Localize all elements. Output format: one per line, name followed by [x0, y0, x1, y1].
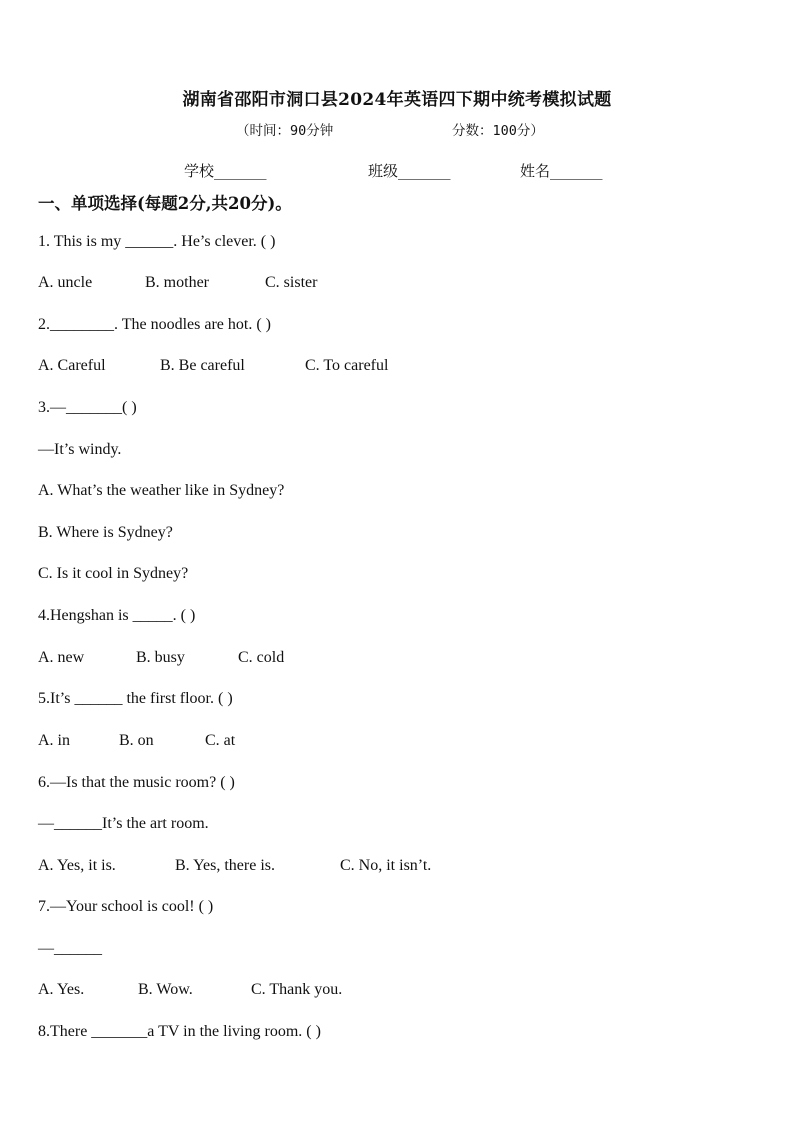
question-3-option-b: B. Where is Sydney? [38, 524, 173, 541]
option-c: C. cold [238, 649, 285, 666]
question-2-stem: 2.________. The noodles are hot. ( ) [38, 316, 271, 333]
question-4-options [38, 649, 285, 667]
question-5-stem: 5.It’s ______ the first floor. ( ) [38, 690, 233, 707]
option-b: B. busy [136, 649, 185, 666]
question-7-stem: 7.—Your school is cool! ( ) [38, 898, 214, 915]
question-4-stem: 4.Hengshan is _____. ( ) [38, 607, 196, 624]
question-6-stem: 6.—Is that the music room? ( ) [38, 774, 235, 791]
question-3-option-c: C. Is it cool in Sydney? [38, 565, 189, 582]
question-5-options [38, 732, 236, 750]
page-title: 湖南省邵阳市洞口县2024年英语四下期中统考模拟试题 [182, 90, 612, 110]
option-b: B. on [119, 732, 154, 749]
option-a: A. Careful [38, 357, 106, 374]
option-a: A. Yes, it is. [38, 857, 116, 874]
question-3-reply: —It’s windy. [38, 441, 122, 458]
option-b: B. Wow. [138, 981, 193, 998]
option-c: C. sister [265, 274, 318, 291]
option-a: A. Yes. [38, 981, 85, 998]
option-c: C. No, it isn’t. [340, 857, 432, 874]
exam-time: （时间：90分钟 [236, 123, 334, 139]
question-1-stem: 1. This is my ______. He’s clever. ( ) [38, 233, 276, 250]
option-b: B. Yes, there is. [175, 857, 276, 874]
question-7-options [38, 981, 343, 999]
question-3-stem: 3.—_______( ) [38, 399, 137, 416]
option-b: B. Be careful [160, 357, 245, 374]
question-6-reply: —______It’s the art room. [38, 815, 209, 832]
option-b: B. mother [145, 274, 209, 291]
question-7-reply: —______ [38, 940, 102, 957]
question-8-stem: 8.There _______a TV in the living room. ( ) [38, 1023, 321, 1040]
option-c: C. To careful [305, 357, 389, 374]
option-c: C. Thank you. [251, 981, 343, 998]
section-heading: 一、单项选择(每题2分,共20分)。 [38, 194, 292, 213]
question-1-options [38, 274, 318, 292]
option-a: A. uncle [38, 274, 93, 291]
question-6-options [38, 857, 432, 875]
option-a: A. new [38, 649, 85, 666]
option-c: C. at [205, 732, 236, 749]
name-field: 姓名_______ [520, 162, 603, 180]
class-field: 班级_______ [368, 162, 451, 180]
option-a: A. in [38, 732, 70, 749]
question-2-options [38, 357, 389, 375]
exam-score: 分数：100分） [452, 123, 544, 139]
question-3-option-a: A. What’s the weather like in Sydney? [38, 482, 285, 499]
school-field: 学校_______ [184, 162, 267, 180]
